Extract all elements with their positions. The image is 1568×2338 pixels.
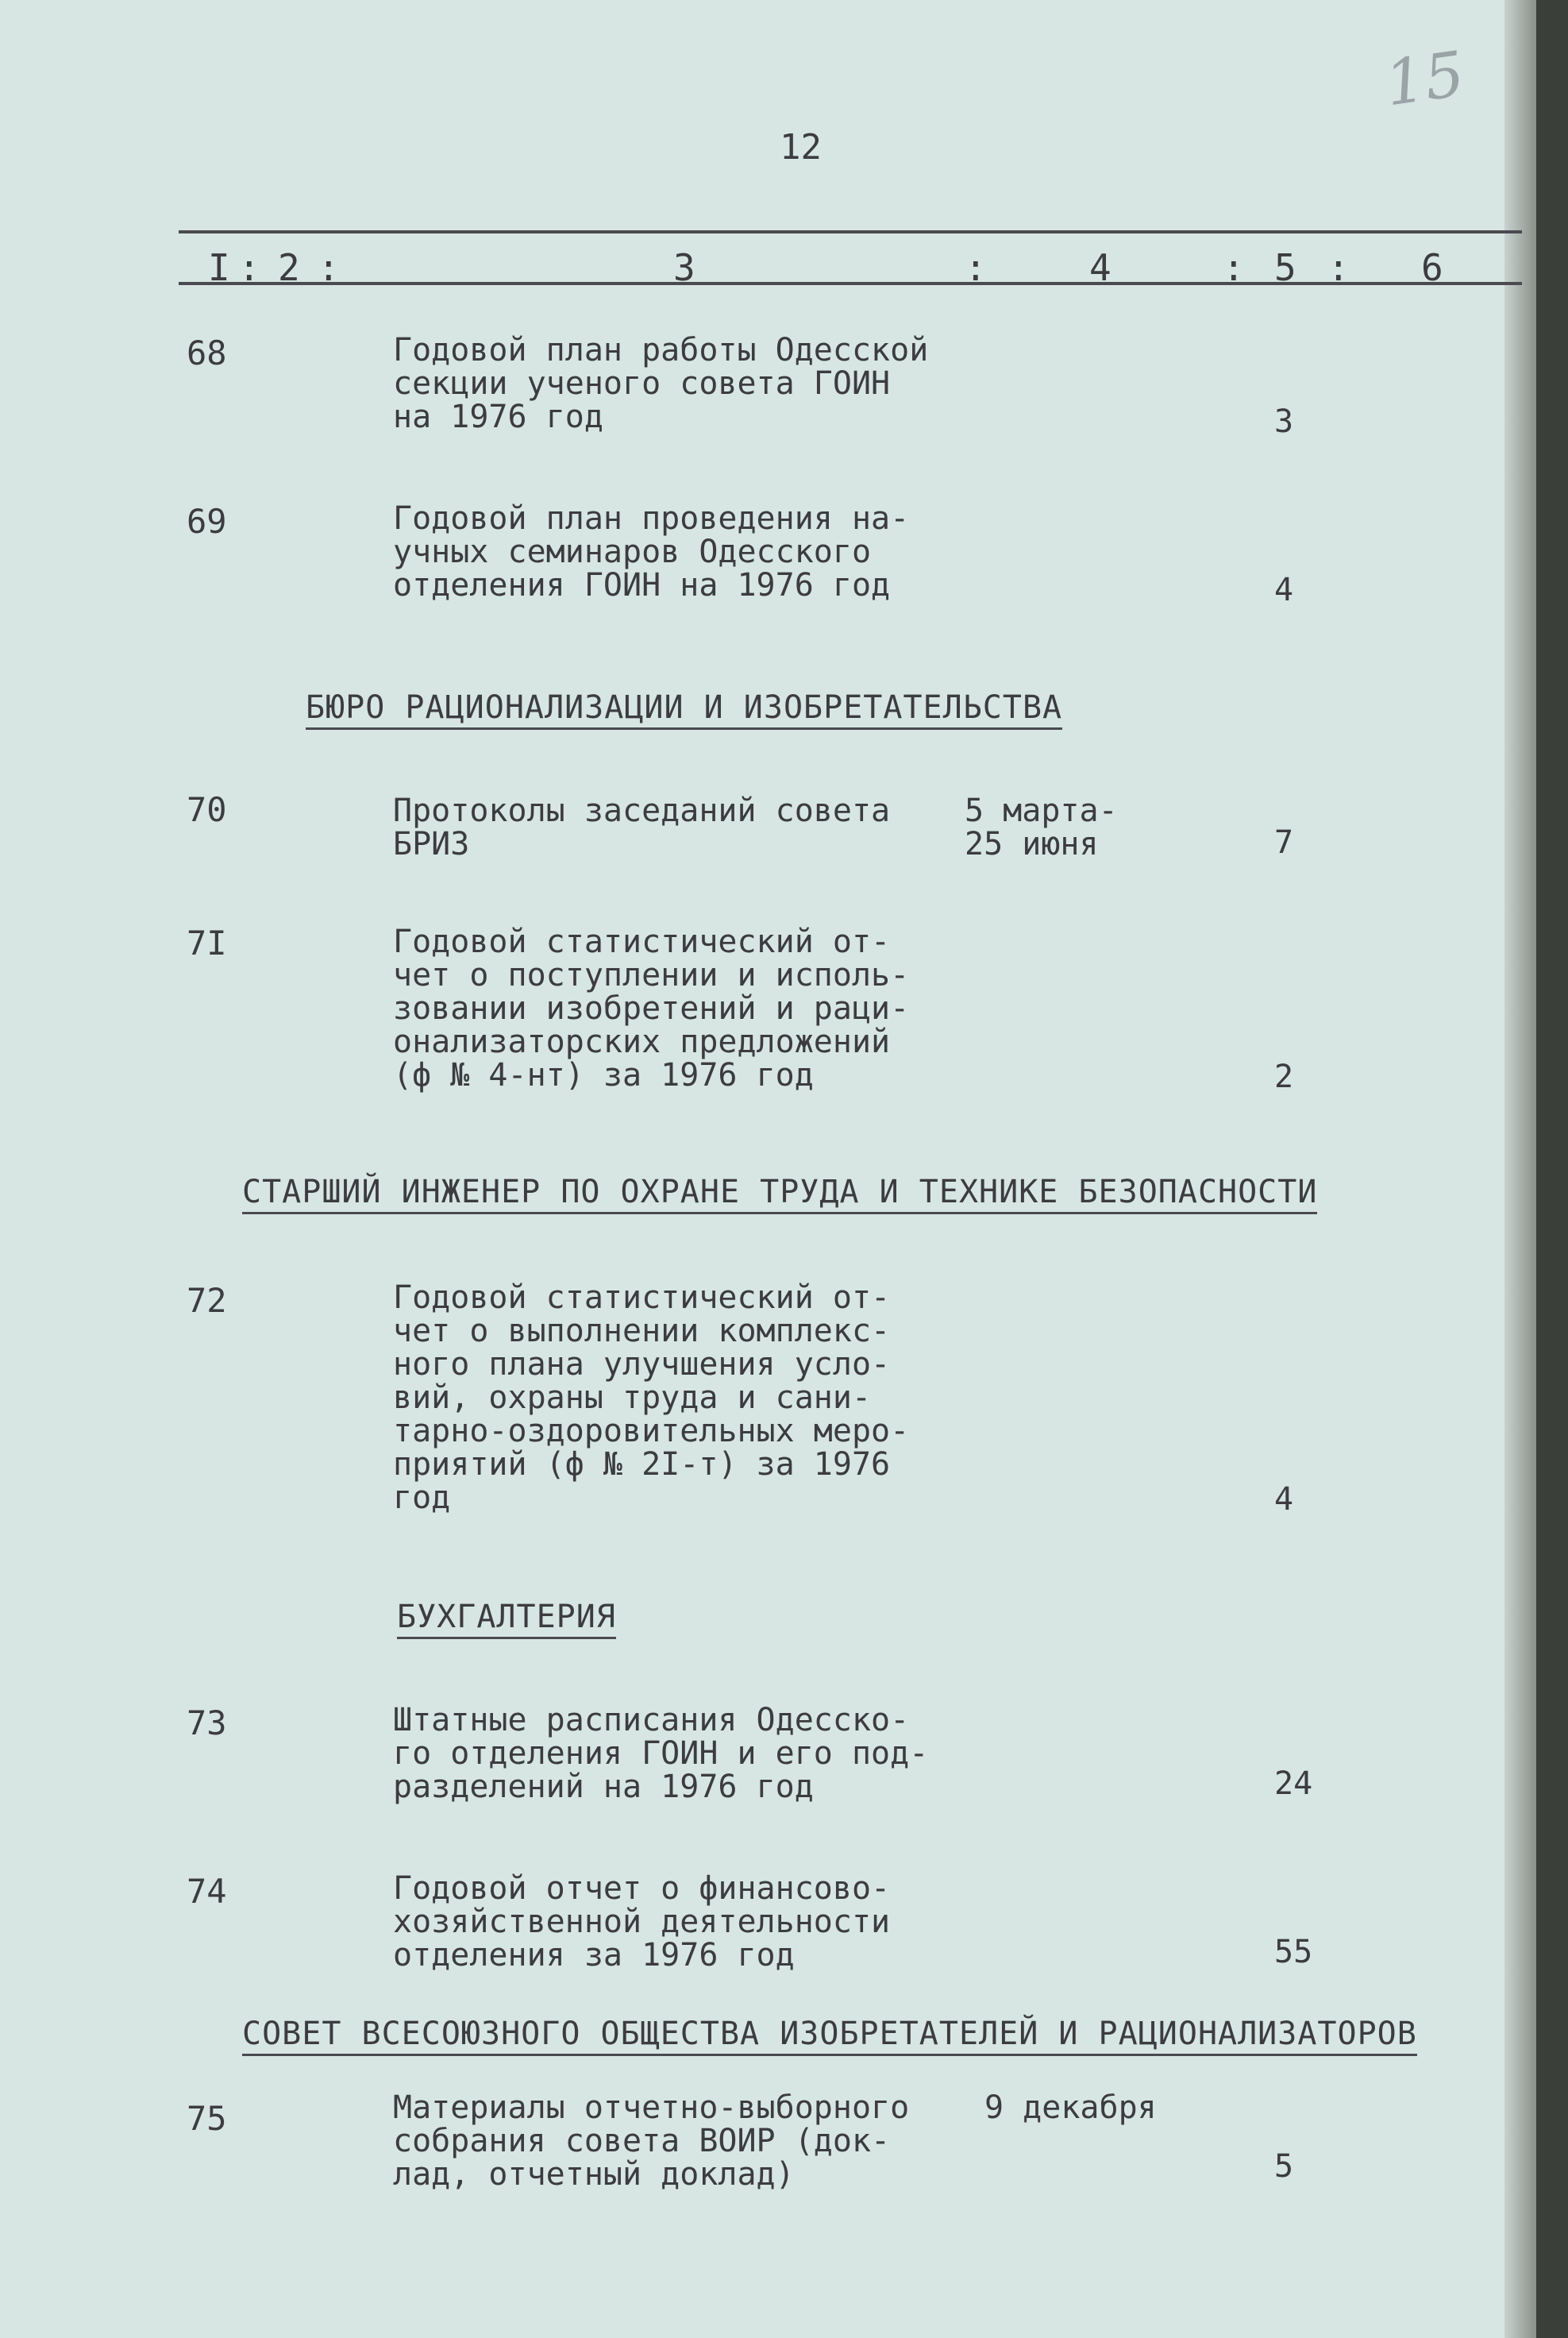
header-top-rule (179, 230, 1522, 233)
entry-description: Штатные расписания Одесско- го отделения ГОИН и его под- разделений на 1976 год (393, 1702, 929, 1805)
page-number: 12 (780, 127, 822, 168)
header-bottom-rule (179, 282, 1522, 285)
page-edge-shadow (1504, 0, 1536, 2338)
handwritten-page-number: 15 (1381, 38, 1470, 121)
header-col-1: I (208, 246, 230, 289)
entry-description: Годовой статистический от- чет о выполнении комплекс- ного плана улучшения усло- вий, охраны труда и сани- тарно-оздоровительных меро- приятий (ф № 2I-т) за 1976 год (393, 1279, 910, 1516)
entry-description: Материалы отчетно-выборного собрания совета ВОИР (док- лад, отчетный доклад) (393, 2089, 910, 2193)
entry-number: 72 (187, 1281, 227, 1320)
header-col-6: 6 (1421, 246, 1443, 289)
header-sep: : (238, 246, 260, 289)
header-sep: : (318, 246, 340, 289)
section-heading: СТАРШИЙ ИНЖЕНЕР ПО ОХРАНЕ ТРУДА И ТЕХНИКЕ БЕЗОПАСНОСТИ (242, 1174, 1317, 1214)
entry-sheet-count: 5 (1274, 2148, 1294, 2185)
header-col-3: 3 (673, 246, 695, 289)
entry-sheet-count: 2 (1274, 1059, 1294, 1095)
header-sep: : (1327, 246, 1350, 289)
entry-dates: 9 декабря (984, 2089, 1157, 2126)
entry-number: 73 (187, 1703, 227, 1742)
entry-description: Годовой план работы Одесской секции ученого совета ГОИН на 1976 год (393, 332, 929, 435)
entry-sheet-count: 4 (1274, 572, 1294, 608)
header-sep: : (965, 246, 987, 289)
entry-dates: 5 марта- 25 июня (965, 793, 1118, 862)
entry-number: 70 (187, 790, 227, 829)
entry-number: 69 (187, 502, 227, 541)
entry-description: Годовой статистический от- чет о поступлении и исполь- зовании изобретений и раци- онализаторских предложений (ф № 4-нт) за 1976 год (393, 924, 910, 1094)
section-heading: БУХГАЛТЕРИЯ (397, 1599, 616, 1639)
header-col-5: 5 (1274, 246, 1296, 289)
header-col-4: 4 (1089, 246, 1111, 289)
header-col-2: 2 (278, 246, 300, 289)
entry-number: 68 (187, 334, 227, 372)
entry-sheet-count: 4 (1274, 1481, 1294, 1518)
entry-number: 74 (187, 1872, 227, 1911)
section-heading: БЮРО РАЦИОНАЛИЗАЦИИ И ИЗОБРЕТАТЕЛЬСТВА (306, 689, 1062, 730)
entry-number: 75 (187, 2099, 227, 2138)
entry-description: Годовой план проведения на- учных семинаров Одесского отделения ГОИН на 1976 год (393, 500, 910, 604)
entry-sheet-count: 3 (1274, 403, 1294, 440)
entry-description: Годовой отчет о финансово- хозяйственной деятельности отделения за 1976 год (393, 1870, 891, 1973)
section-heading: СОВЕТ ВСЕСОЮЗНОГО ОБЩЕСТВА ИЗОБРЕТАТЕЛЕЙ И РАЦИОНАЛИЗАТОРОВ (242, 2016, 1417, 2056)
entry-description: Протоколы заседаний совета БРИЗ (393, 793, 891, 862)
entry-number: 7I (187, 924, 227, 963)
entry-sheet-count: 7 (1274, 824, 1294, 861)
entry-sheet-count: 24 (1274, 1765, 1313, 1802)
entry-sheet-count: 55 (1274, 1934, 1313, 1970)
header-sep: : (1223, 246, 1245, 289)
